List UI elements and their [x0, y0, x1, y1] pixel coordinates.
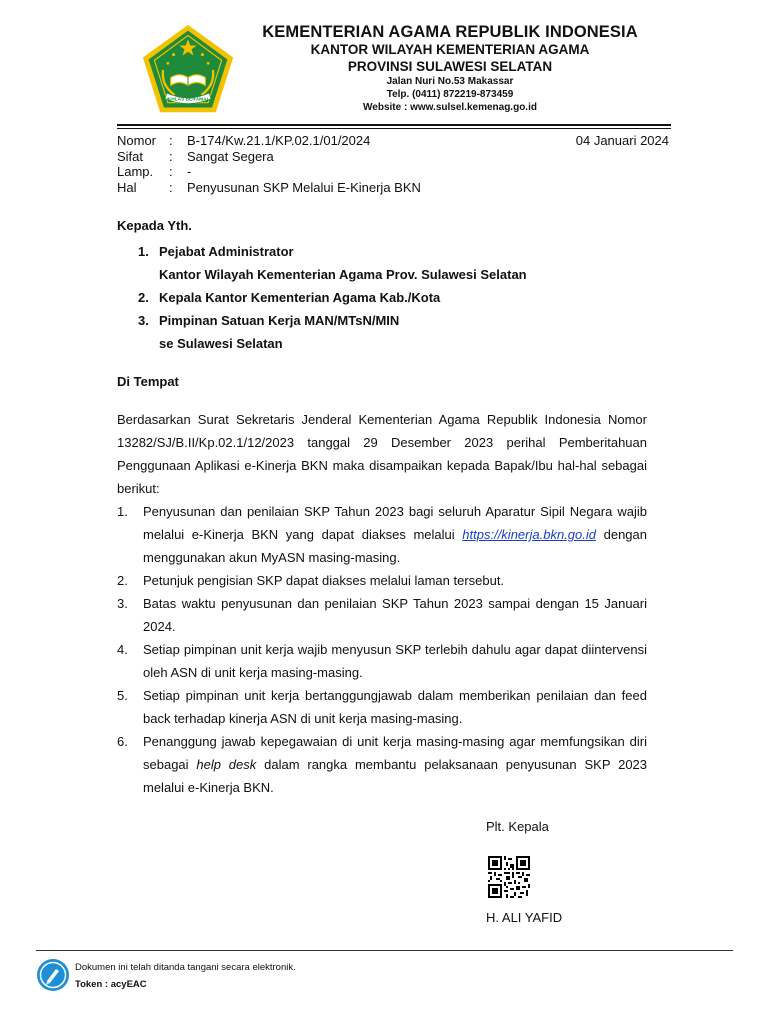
- point-text: Setiap pimpinan unit kerja wajib menyusun SKP terlebih dahulu agar dapat diintervensi oleh ASN di unit kerja masing-masing.: [143, 642, 647, 680]
- intro-paragraph: Berdasarkan Surat Sekretaris Jenderal Kementerian Agama Republik Indonesia Nomor 13282/SJ/B.II/Kp.02.1/12/2023 tanggal 29 Desember 2023 perihal Pemberitahuan Penggunaan Aplikasi e-Kinerja BKN maka disampaikan kepada Bapak/Ibu hal-hal sebagai berikut:: [117, 412, 647, 496]
- office-phone: Telp. (0411) 872219-873459: [386, 89, 514, 100]
- nomor-value: B-174/Kw.21.1/KP.02.1/01/2024: [187, 133, 371, 148]
- province-name: PROVINSI SULAWESI SELATAN: [347, 59, 553, 74]
- meta-hal: [117, 180, 677, 196]
- recipient-line: Pimpinan Satuan Kerja MAN/MTsN/MIN: [159, 313, 400, 328]
- lamp-colon: :: [169, 164, 173, 179]
- recipient-number: 1.: [138, 244, 149, 259]
- signatory-name: H. ALI YAFID: [486, 910, 563, 925]
- point-item: [117, 638, 647, 684]
- recipient-item: [117, 240, 657, 286]
- point-text: Batas waktu penyusunan dan penilaian SKP Tahun 2023 sampai dengan 15 Januari 2024.: [143, 596, 647, 634]
- place-line: Di Tempat: [117, 374, 179, 389]
- point-number: 5.: [117, 688, 128, 703]
- letterhead-divider-thick: [117, 124, 671, 126]
- office-name: KANTOR WILAYAH KEMENTERIAN AGAMA: [310, 42, 590, 57]
- document-token: Token : acyEAC: [75, 979, 147, 990]
- ministry-name: KEMENTERIAN AGAMA REPUBLIK INDONESIA: [262, 23, 638, 41]
- recipient-line: Kepala Kantor Kementerian Agama Kab./Kota: [159, 290, 441, 305]
- meta-nomor: [117, 133, 677, 149]
- point-item: [117, 730, 647, 799]
- e-signature-note: Dokumen ini telah ditanda tangani secara elektronik.: [75, 962, 296, 973]
- hal-label: Hal: [117, 179, 137, 195]
- ekinerja-link[interactable]: https://kinerja.bkn.go.id: [462, 527, 596, 542]
- office-website: Website : www.sulsel.kemenag.go.id: [363, 102, 537, 113]
- recipient-line: Pejabat Administrator: [159, 244, 294, 259]
- letterhead: [250, 22, 650, 114]
- sifat-value: Sangat Segera: [187, 148, 274, 164]
- point-text: dalam rangka membantu pelaksanaan penyusunan SKP 2023 melalui e-Kinerja BKN.: [143, 757, 648, 795]
- recipient-line: Kantor Wilayah Kementerian Agama Prov. Sulawesi Selatan: [159, 267, 527, 282]
- footer-divider: [36, 950, 733, 951]
- point-number: 2.: [117, 573, 128, 588]
- point-number: 6.: [117, 734, 128, 749]
- letter-body: [117, 408, 647, 799]
- recipients-heading: Kepada Yth.: [117, 218, 192, 233]
- help-desk-term: help desk: [196, 757, 257, 772]
- qr-code-icon[interactable]: [488, 856, 530, 898]
- point-number: 1.: [117, 504, 128, 519]
- e-signature-badge-icon: [36, 958, 70, 992]
- recipients-list: [117, 240, 657, 355]
- points-list: [117, 500, 647, 799]
- emblem-motto: IKHLAS BERAMAL: [166, 97, 210, 103]
- point-item: [117, 684, 647, 730]
- point-item: [117, 569, 647, 592]
- office-address: Jalan Nuri No.53 Makassar: [386, 76, 514, 87]
- recipient-number: 3.: [138, 313, 149, 328]
- point-text: Petunjuk pengisian SKP dapat diakses melalui laman tersebut.: [143, 573, 505, 588]
- hal-value: Penyusunan SKP Melalui E-Kinerja BKN: [187, 179, 421, 195]
- recipient-item: [117, 309, 657, 355]
- recipient-item: [117, 286, 657, 309]
- point-number: 4.: [117, 642, 128, 657]
- point-number: 3.: [117, 596, 128, 611]
- recipient-line: se Sulawesi Selatan: [159, 336, 283, 351]
- meta-lamp: [117, 164, 677, 180]
- point-text: Setiap pimpinan unit kerja bertanggungjawab dalam memberikan penilaian dan feed back terhadap kinerja ASN di unit kerja masing-masing.: [143, 688, 647, 726]
- point-text: Penyusunan dan penilaian SKP Tahun 2023 bagi seluruh Aparatur Sipil Negara wajib melalui e-Kinerja BKN yang dapat diakses melalui: [143, 504, 647, 542]
- lamp-label: Lamp.: [117, 164, 154, 179]
- hal-colon: :: [169, 179, 173, 195]
- nomor-colon: :: [169, 133, 173, 148]
- point-text: Penanggung jawab kepegawaian di unit kerja masing-masing agar memfungsikan diri sebagai: [143, 734, 647, 772]
- point-text: dengan menggunakan akun MyASN masing-masing.: [143, 527, 647, 565]
- recipient-number: 2.: [138, 290, 149, 305]
- meta-sifat: [117, 149, 677, 165]
- sifat-label: Sifat: [117, 148, 144, 164]
- signatory-title: Plt. Kepala: [486, 819, 549, 834]
- sifat-colon: :: [169, 148, 173, 164]
- lamp-value: -: [187, 164, 192, 179]
- point-item: [117, 592, 647, 638]
- letter-meta: [117, 133, 677, 195]
- letter-date: 04 Januari 2024: [575, 133, 669, 148]
- point-item: [117, 500, 647, 569]
- kemenag-emblem-icon: [140, 22, 236, 118]
- nomor-label: Nomor: [117, 133, 157, 148]
- letterhead-divider-thin: [117, 128, 671, 129]
